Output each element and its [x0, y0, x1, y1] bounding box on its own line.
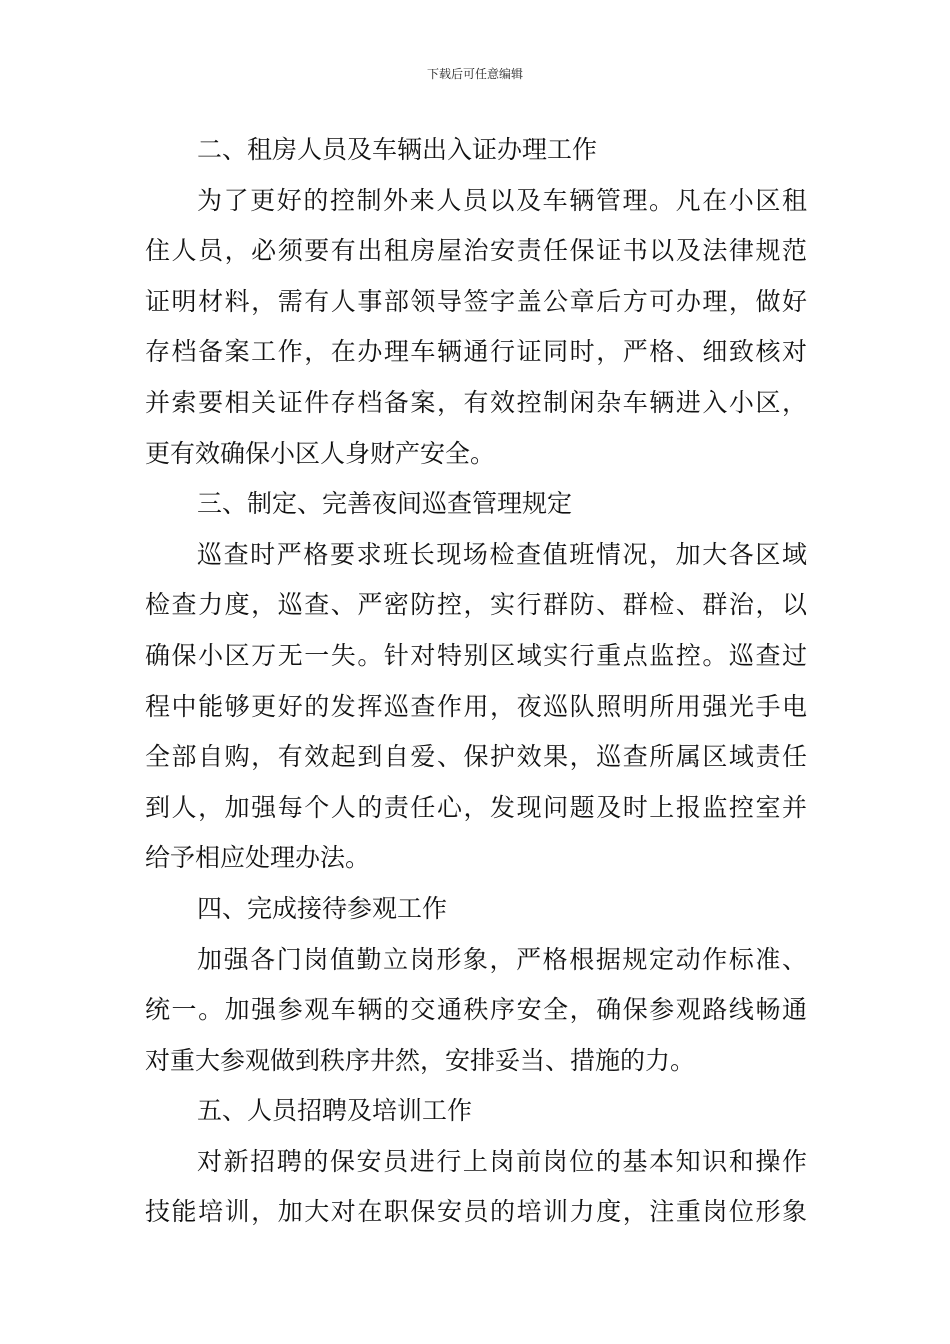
paragraph-line: 并索要相关证件存档备案，有效控制闲杂车辆进入小区，: [145, 387, 807, 417]
paragraph-start-line: 三、制定、完善夜间巡查管理规定: [197, 489, 573, 519]
document-body: [145, 125, 807, 1238]
paragraph-start-line: 五、人员招聘及培训工作: [197, 1096, 473, 1126]
paragraph-line: 给予相应处理办法。: [145, 843, 371, 873]
paragraph-line: 对重大参观做到秩序井然，安排妥当、措施的力。: [145, 1045, 696, 1075]
paragraph-start-line: 巡查时严格要求班长现场检查值班情况，加大各区域: [197, 539, 807, 569]
paragraph-line: 证明材料，需有人事部领导签字盖公章后方可办理，做好: [145, 286, 807, 316]
paragraph-line: 统一。加强参观车辆的交通秩序安全，确保参观路线畅通: [145, 995, 807, 1025]
paragraph-start-line: 加强各门岗值勤立岗形象，严格根据规定动作标准、: [197, 944, 807, 974]
paragraph-line: 程中能够更好的发挥巡查作用，夜巡队照明所用强光手电: [145, 691, 807, 721]
paragraph-line: 存档备案工作，在办理车辆通行证同时，严格、细致核对: [145, 337, 807, 367]
paragraph-start-line: 二、租房人员及车辆出入证办理工作: [197, 135, 598, 164]
paragraph-start-line: 为了更好的控制外来人员以及车辆管理。凡在小区租: [197, 185, 807, 215]
paragraph-start-line: 四、完成接待参观工作: [197, 893, 448, 923]
paragraph-line: 住人员，必须要有出租房屋治安责任保证书以及法律规范: [145, 236, 807, 266]
paragraph-line: 更有效确保小区人身财产安全。: [145, 438, 496, 468]
paragraph-line: 技能培训，加大对在职保安员的培训力度，注重岗位形象: [145, 1197, 807, 1227]
paragraph-line: 全部自购，有效起到自爱、保护效果，巡查所属区域责任: [145, 742, 807, 772]
paragraph-line: 检查力度，巡查、严密防控，实行群防、群检、群治，以: [145, 590, 807, 620]
paragraph-line: 确保小区万无一失。针对特别区域实行重点监控。巡查过: [145, 640, 807, 670]
paragraph-line: 到人，加强每个人的责任心，发现问题及时上报监控室并: [145, 792, 807, 822]
paragraph-start-line: 对新招聘的保安员进行上岗前岗位的基本知识和操作: [197, 1146, 807, 1176]
page-header: 下载后可任意编辑: [426, 67, 523, 81]
